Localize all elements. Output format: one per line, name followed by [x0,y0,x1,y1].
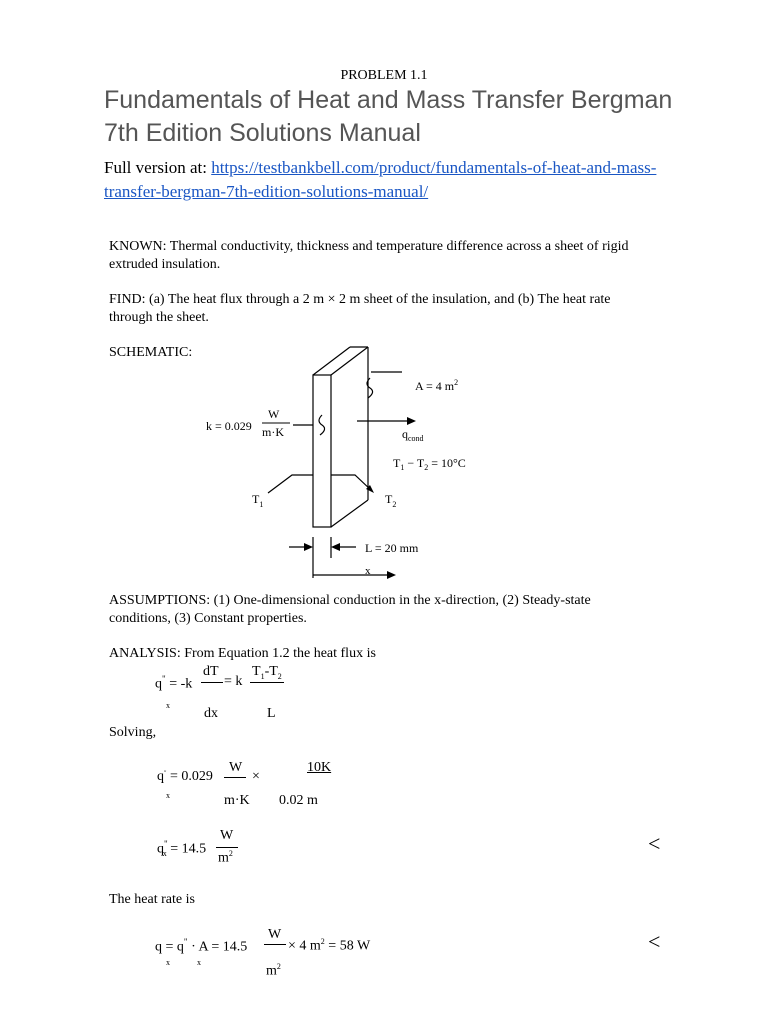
dim-left-arrowhead [304,543,313,551]
eq4-x-subscript-2: x [197,958,201,967]
eq2-length: 0.02 m [279,793,318,808]
problem-number: PROBLEM 1.1 [340,68,428,83]
eq2-mK: m·K [224,793,250,808]
find-line-2: through the sheet. [109,310,209,325]
eq2-10K: 10K [307,760,332,775]
schematic-label: SCHEMATIC: [109,345,193,360]
slab-bottom-edge [331,500,368,527]
eq4-W: W [268,927,282,942]
eq1-dT: dT [203,664,219,679]
t2-label: $T_2$ [385,492,397,509]
t2-leader [331,475,372,491]
eq1-x-subscript: x [166,701,170,710]
eq2-W: W [229,760,243,775]
t1-leader [268,475,313,493]
full-version-link-line-2[interactable]: transfer-bergman-7th-edition-solutions-manual/ [104,182,429,201]
eq3-m2: $m^2$ [218,849,233,866]
eq1-equals-k: = k [224,674,243,689]
analysis-intro: ANALYSIS: From Equation 1.2 the heat flux is [109,646,376,661]
eq1-fraction-bar-2 [250,682,284,683]
t1-label: $T_1$ [252,492,264,509]
dim-right-arrowhead [331,543,340,551]
x-axis-label: x [365,565,371,577]
eq1-q: q" = -k [155,674,193,692]
eq2-q: q" = 0.029 [157,769,213,784]
k-denominator: m·K [262,425,284,439]
slab-top-right-edge [331,347,368,375]
eq4-x-subscript-1: x [166,958,170,967]
k-prefix: k = 0.029 [206,419,252,433]
heat-arrowhead [407,417,416,425]
eq4-fraction-bar [264,944,286,945]
result-marker-2: < [648,929,661,954]
heat-rate-label: The heat rate is [109,892,195,907]
known-line-1: KNOWN: Thermal conductivity, thickness and temperature difference across a sheet of rigid [109,239,629,254]
q-cond-label: $q_{cond}$ [402,427,424,443]
title-line-2: 7th Edition Solutions Manual [104,119,421,147]
eq2-fraction-bar-1 [224,777,246,778]
x-axis-arrowhead [387,571,396,579]
eq2-times: × [252,769,260,784]
temperature-difference: $T_1 - T_2 = 10^\circ C$ [393,456,466,472]
thickness-label: L = 20 mm [365,541,419,555]
find-line-1: FIND: (a) The heat flux through a 2 m × 2 m sheet of the insulation, and (b) The heat rate [109,292,611,307]
k-numerator: W [268,407,280,421]
eq1-fraction-bar-1 [201,682,223,683]
assumptions-line-1: ASSUMPTIONS: (1) One-dimensional conduction in the x-direction, (2) Steady-state [109,593,591,608]
result-marker-1: < [648,831,661,856]
slab-front-face [313,375,331,527]
area-label: A = 4 $m^2$ [415,378,459,393]
assumptions-line-2: conditions, (3) Constant properties. [109,611,307,626]
eq3-q: $q^"_x = 14.5$ [157,839,207,859]
full-version-prefix: Full version at: [104,158,212,177]
eq1-dx: dx [204,706,218,721]
assumptions-section [109,592,669,628]
slab-top-left-edge [313,347,350,375]
eq4-m2: $m^2$ [266,962,281,979]
solving-label: Solving, [109,725,157,740]
eq1-L: L [267,706,276,721]
eq1-numerator: $T_1-T_2$ [252,664,282,681]
eq4-main: q = q" · A = 14.5 [155,937,248,955]
eq3-W: W [220,828,234,843]
eq4-area: × 4 $m^2 = 58$ W [288,937,371,954]
title-line-1: Fundamentals of Heat and Mass Transfer Bergman [104,86,673,114]
full-version-link-line-1[interactable]: https://testbankbell.com/product/fundamentals-of-heat-and-mass- [211,158,657,177]
break-mark-front [319,415,325,435]
eq3-fraction-bar [216,847,238,848]
eq2-x-subscript: x [166,791,170,800]
known-line-2: extruded insulation. [109,257,221,272]
